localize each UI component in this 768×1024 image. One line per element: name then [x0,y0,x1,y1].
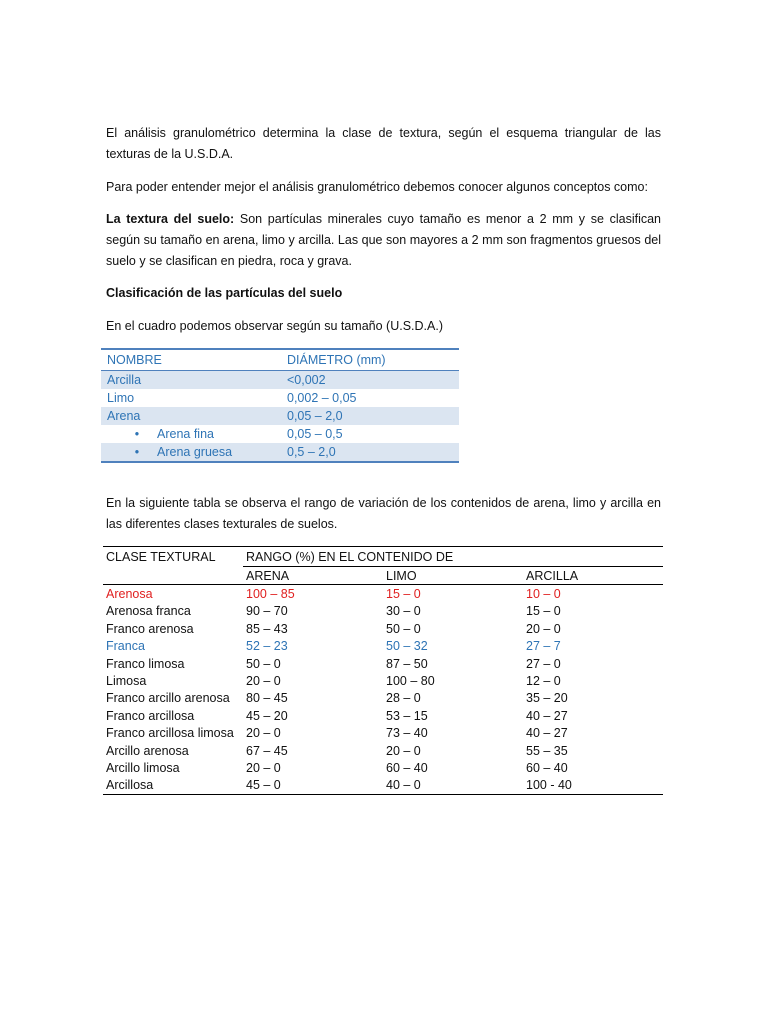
table-row [103,707,663,724]
cell-arcilla: 27 – 7 [526,639,561,654]
texture-term: La textura del suelo: [106,212,235,226]
table-row [101,443,459,462]
cell-arcilla: 10 – 0 [526,587,561,602]
cell-arena: 50 – 0 [246,656,281,671]
cell-clase: Limosa [106,674,147,689]
cell-limo: 60 – 40 [386,760,428,775]
cell-arcilla: 12 – 0 [526,674,561,689]
table-row [103,638,663,655]
table-row [103,620,663,637]
table2-subheader-limo: LIMO [383,567,523,585]
particle-subitem [101,425,281,443]
cell-limo: 53 – 15 [386,708,428,723]
cell-clase: Franco arcillo arenosa [106,691,230,706]
cell-clase: Franco arenosa [106,621,194,636]
texture-definition-paragraph [106,209,661,272]
cell-arcilla: 15 – 0 [526,604,561,619]
cell-clase: Arcillosa [103,777,243,795]
particle-name: Limo [107,391,135,405]
cell-clase: Franco limosa [106,656,185,671]
cell-arcilla: 27 – 0 [526,656,561,671]
cell-limo: 50 – 0 [386,621,421,636]
concepts-paragraph: Para poder entender mejor el análisis granulométrico debemos conocer algunos conceptos como: [106,180,648,194]
intro-paragraph: El análisis granulométrico determina la clase de textura, según el esquema triangular de las texturas de la U.S.D.A. [106,126,661,161]
particle-diameter: 0,5 – 2,0 [281,443,459,462]
cell-arcilla: 60 – 40 [526,760,568,775]
cell-limo: 40 – 0 [383,777,523,795]
cell-clase: Arenosa franca [106,604,191,619]
textural-classes-table [103,546,663,795]
particle-name: Arena fina [157,427,214,441]
particle-diameter: <0,002 [281,371,459,390]
table2-header-range: RANGO (%) EN EL CONTENIDO DE [243,547,663,567]
table2-subheader-arena: ARENA [243,567,383,585]
particle-name: Arena gruesa [157,445,233,459]
particle-diameter: 0,002 – 0,05 [287,391,357,405]
table-row [103,725,663,742]
cell-arcilla: 20 – 0 [526,621,561,636]
cell-limo: 87 – 50 [386,656,428,671]
cell-arena: 45 – 0 [243,777,383,795]
cell-arena: 45 – 20 [246,708,288,723]
cell-clase: Franca [106,639,145,654]
texture-definition: Son partículas minerales cuyo tamaño es menor a 2 mm y se clasifican según su tamaño en arena, limo y arcilla. Las que son mayores a 2 mm son fragmentos gruesos del suelo y se clasifican en piedra, roca y grava. [106,212,661,268]
cell-clase: Franco arcillosa limosa [106,726,234,741]
table2-subheader-spacer [103,567,243,585]
cell-limo: 100 – 80 [386,674,435,689]
cell-clase: Arcillo limosa [106,760,180,775]
cell-limo: 30 – 0 [386,604,421,619]
cell-arena: 90 – 70 [246,604,288,619]
table-row [103,655,663,672]
cell-clase: Arenosa [106,587,153,602]
table-row [103,742,663,759]
cell-clase: Arcillo arenosa [106,743,189,758]
table-row [103,603,663,620]
table-row [103,777,663,795]
cell-clase: Franco arcillosa [106,708,195,723]
cell-arcilla: 40 – 27 [526,726,568,741]
particle-name: Arcilla [101,371,281,390]
cell-limo: 15 – 0 [386,587,421,602]
bullet-icon: • [134,445,140,459]
cell-arena: 20 – 0 [246,726,281,741]
particle-diameter: 0,05 – 0,5 [287,427,343,441]
cell-limo: 73 – 40 [386,726,428,741]
cell-limo: 50 – 32 [386,639,428,654]
table2-intro: En la siguiente tabla se observa el rango de variación de los contenidos de arena, limo y arcilla en las diferentes clases texturales de suelos. [106,496,661,531]
table1-intro: En el cuadro podemos observar según su tamaño (U.S.D.A.) [106,319,443,333]
cell-arcilla: 40 – 27 [526,708,568,723]
table-row [101,389,459,407]
cell-arcilla: 35 – 20 [526,691,568,706]
table-row [101,371,459,390]
cell-arcilla: 55 – 35 [526,743,568,758]
cell-arena: 85 – 43 [246,621,288,636]
cell-arena: 80 – 45 [246,691,288,706]
table-row [103,585,663,603]
table-row [101,407,459,425]
particle-diameter: 0,05 – 2,0 [281,407,459,425]
bullet-icon: • [134,427,140,441]
cell-arena: 20 – 0 [246,674,281,689]
table1-header-diameter: DIÁMETRO (mm) [281,349,459,371]
table-row [103,672,663,689]
table-row [103,759,663,776]
cell-arena: 100 – 85 [246,587,295,602]
cell-limo: 28 – 0 [386,691,421,706]
cell-arcilla: 100 - 40 [523,777,663,795]
cell-limo: 20 – 0 [386,743,421,758]
cell-arena: 67 – 45 [246,743,288,758]
classification-heading: Clasificación de las partículas del suelo [106,286,343,300]
table-row [101,425,459,443]
particle-subitem [101,443,281,462]
cell-arena: 20 – 0 [246,760,281,775]
table2-header-class: CLASE TEXTURAL [103,547,243,567]
table1-header-name: NOMBRE [101,349,281,371]
particle-name: Arena [101,407,281,425]
particle-size-table [101,348,459,463]
table2-subheader-arcilla: ARCILLA [523,567,663,585]
cell-arena: 52 – 23 [246,639,288,654]
table-row [103,690,663,707]
